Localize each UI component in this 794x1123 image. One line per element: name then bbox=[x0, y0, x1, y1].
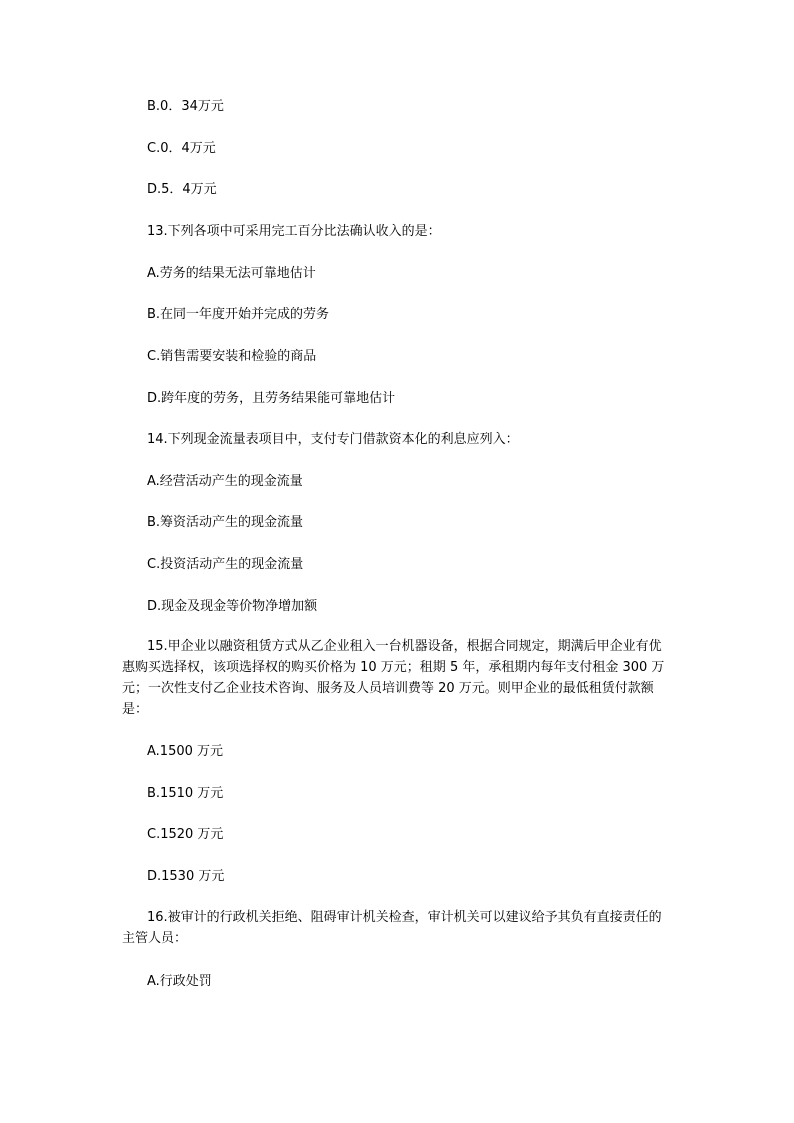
option-c-q13: C.销售需要安装和检验的商品 bbox=[147, 349, 317, 364]
option-d-q12: D.5．4万元 bbox=[147, 182, 217, 197]
option-a-q15: A.1500 万元 bbox=[147, 744, 224, 759]
option-c-q12: C.0．4万元 bbox=[147, 141, 216, 156]
option-c-q14: C.投资活动产生的现金流量 bbox=[147, 557, 304, 572]
question-14: 14.下列现金流量表项目中，支付专门借款资本化的利息应列入： bbox=[147, 432, 519, 447]
option-b-q15: B.1510 万元 bbox=[147, 786, 224, 801]
question-13: 13.下列各项中可采用完工百分比法确认收入的是： bbox=[147, 224, 441, 239]
option-a-q14: A.经营活动产生的现金流量 bbox=[147, 474, 303, 489]
option-a-q16: A.行政处罚 bbox=[147, 974, 212, 989]
option-d-q13: D.跨年度的劳务，且劳务结果能可靠地估计 bbox=[147, 391, 396, 406]
option-b-q14: B.筹资活动产生的现金流量 bbox=[147, 515, 304, 530]
option-a-q13: A.劳务的结果无法可靠地估计 bbox=[147, 266, 316, 281]
question-15: 15.甲企业以融资租赁方式从乙企业租入一台机器设备，根据合同规定，期满后甲企业有优惠购买选择权，该项选择权的购买价格为 10 万元；租期 5 年，承租期内每年支付租金 300 万元；一次性支付乙企业技术咨询、服务及人员培训费等 20 万元。则甲企业的最低租赁付款额是： bbox=[122, 639, 665, 717]
option-b-q13: B.在同一年度开始并完成的劳务 bbox=[147, 307, 330, 322]
question-16: 16.被审计的行政机关拒绝、阻碍审计机关检查，审计机关可以建议给予其负有直接责任的主管人员： bbox=[122, 910, 662, 946]
option-d-q15: D.1530 万元 bbox=[147, 869, 225, 884]
option-d-q14: D.现金及现金等价物净增加额 bbox=[147, 599, 318, 614]
option-b-q12: B.0．34万元 bbox=[147, 99, 224, 114]
option-c-q15: C.1520 万元 bbox=[147, 827, 224, 842]
